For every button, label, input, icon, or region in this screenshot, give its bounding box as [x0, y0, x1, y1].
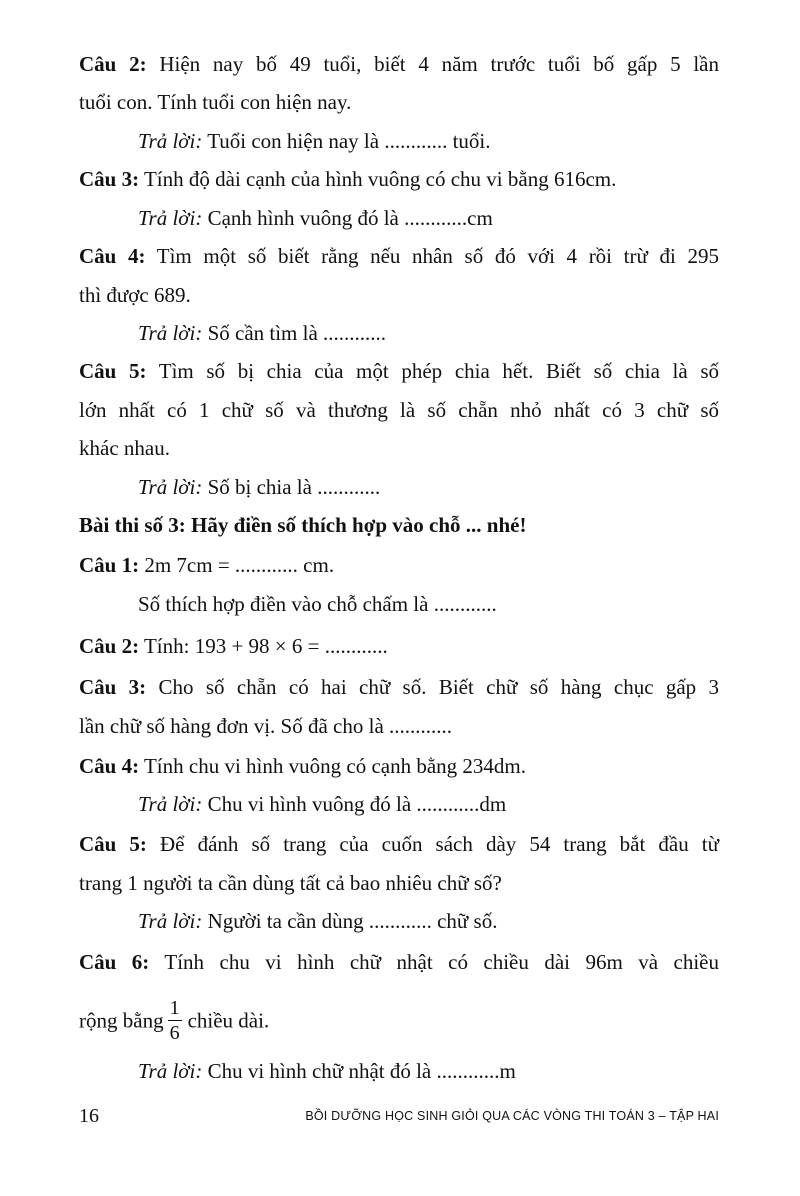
question-line	[0, 830, 719, 858]
answer-text: Chu vi hình vuông đó là ............dm	[207, 792, 507, 816]
answer-text: Tuổi con hiện nay là ............ tuổi.	[207, 129, 491, 153]
answer-line	[0, 127, 800, 155]
book-title: BỒI DƯỠNG HỌC SINH GIỎI QUA CÁC VÒNG THI TOÁN 3 – TẬP HAI	[305, 1109, 719, 1123]
question-line	[0, 281, 800, 309]
question-line	[0, 590, 800, 618]
fraction-denominator: 6	[169, 1022, 180, 1044]
question-line	[0, 673, 719, 701]
question-text: Hiện nay bố 49 tuổi, biết 4 năm trước tuổi bố gấp 5 lần	[159, 52, 719, 76]
question-label: Câu 4:	[79, 754, 140, 778]
question-line	[0, 50, 719, 78]
answer-label: Trả lời:	[138, 129, 203, 153]
question-line	[0, 165, 800, 193]
question-line	[0, 357, 719, 385]
answer-text: Số bị chia là ............	[207, 475, 381, 499]
question-text: rộng bằng	[79, 1008, 164, 1033]
question-text: chiều dài.	[187, 1008, 270, 1033]
answer-label: Trả lời:	[138, 475, 203, 499]
answer-line	[0, 204, 800, 232]
question-text: Tính: 193 + 98 × 6 = ............	[143, 634, 388, 658]
page-number: 16	[79, 1105, 99, 1127]
answer-label: Trả lời:	[138, 206, 203, 230]
question-label: Câu 6:	[79, 950, 150, 974]
question-label: Câu 2:	[79, 52, 147, 76]
answer-text: Người ta cần dùng ............ chữ số.	[207, 909, 498, 933]
answer-label: Trả lời:	[138, 321, 203, 345]
question-line	[0, 712, 800, 740]
question-text: Tính chu vi hình vuông có cạnh bằng 234dm.	[143, 754, 526, 778]
answer-line	[0, 1057, 800, 1085]
question-text: Số thích hợp điền vào chỗ chấm là ............	[138, 592, 497, 616]
answer-line	[0, 473, 800, 501]
question-line	[0, 242, 719, 270]
question-text: khác nhau.	[79, 436, 170, 460]
answer-text: Chu vi hình chữ nhật đó là ............m	[207, 1059, 516, 1083]
question-label: Câu 4:	[79, 244, 146, 268]
question-label: Câu 3:	[79, 675, 147, 699]
question-label: Câu 5:	[79, 359, 147, 383]
question-text: trang 1 người ta cần dùng tất cả bao nhiêu chữ số?	[79, 871, 502, 895]
answer-text: Cạnh hình vuông đó là ............cm	[207, 206, 493, 230]
question-label: Câu 1:	[79, 553, 140, 577]
question-line	[0, 632, 800, 660]
question-line	[0, 551, 800, 579]
answer-label: Trả lời:	[138, 792, 203, 816]
question-text: Để đánh số trang của cuốn sách dày 54 trang bắt đầu từ	[160, 832, 719, 856]
question-line	[0, 88, 800, 116]
question-line	[0, 948, 719, 976]
question-text: Tính chu vi hình chữ nhật có chiều dài 96m và chiều	[164, 950, 719, 974]
question-line	[0, 998, 800, 1047]
question-text: lần chữ số hàng đơn vị. Số đã cho là ............	[79, 714, 453, 738]
fraction	[168, 996, 182, 1045]
question-text: Cho số chẵn có hai chữ số. Biết chữ số hàng chục gấp 3	[158, 675, 720, 699]
question-line	[0, 869, 800, 897]
section-heading: Bài thi số 3: Hãy điền số thích hợp vào chỗ ... nhé!	[79, 513, 527, 537]
question-line	[0, 396, 719, 424]
fraction-numerator: 1	[169, 997, 180, 1019]
question-label: Câu 3:	[79, 167, 140, 191]
question-line	[0, 434, 800, 462]
question-text: Tìm một số biết rằng nếu nhân số đó với 4 rồi trừ đi 295	[156, 244, 719, 268]
answer-line	[0, 907, 800, 935]
answer-line	[0, 790, 800, 818]
question-text: 2m 7cm = ............ cm.	[144, 553, 335, 577]
question-text: lớn nhất có 1 chữ số và thương là số chẵn nhỏ nhất có 3 chữ số	[79, 398, 719, 422]
page-footer	[79, 1102, 719, 1130]
answer-label: Trả lời:	[138, 909, 203, 933]
answer-label: Trả lời:	[138, 1059, 203, 1083]
answer-text: Số cần tìm là ............	[207, 321, 387, 345]
question-label: Câu 5:	[79, 832, 147, 856]
question-line	[0, 752, 800, 780]
question-text: Tính độ dài cạnh của hình vuông có chu vi bằng 616cm.	[143, 167, 617, 191]
question-text: tuổi con. Tính tuổi con hiện nay.	[79, 90, 352, 114]
question-text: thì được 689.	[79, 283, 191, 307]
question-label: Câu 2:	[79, 634, 140, 658]
question-text: Tìm số bị chia của một phép chia hết. Biết số chia là số	[158, 359, 720, 383]
answer-line	[0, 319, 800, 347]
